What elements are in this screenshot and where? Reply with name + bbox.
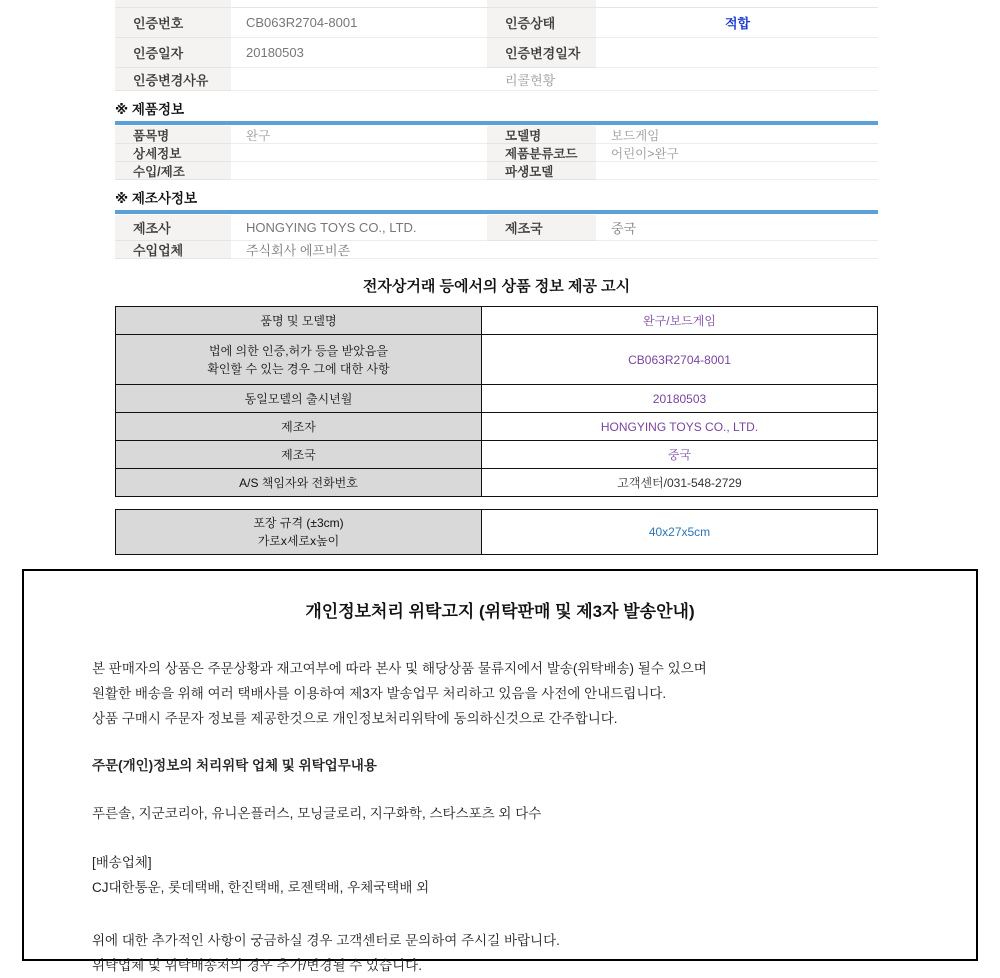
category-code-label: 제품분류코드 <box>487 144 597 162</box>
manufacturer-label: 제조사 <box>115 215 232 241</box>
cert-status-label: 인증상태 <box>487 8 597 38</box>
origin-country-label: 제조국 <box>487 215 597 241</box>
delivery-label: [배송업체] <box>92 855 152 870</box>
cert-number-label: 인증번호 <box>115 8 232 38</box>
cert-row-date <box>115 38 878 68</box>
cert-change-reason-value <box>232 68 487 91</box>
release-date-label: 동일모델의 출시년월 <box>116 385 482 412</box>
privacy-notice-intro <box>92 656 936 731</box>
origin-country-value: 중국 <box>597 215 878 241</box>
product-row-1 <box>115 126 878 144</box>
manufacturer-info-divider-bar <box>115 210 878 214</box>
disclosure-table <box>115 306 878 497</box>
footer-line-2: 위탁업체 및 위탁배송처의 경우 추가/변경될 수 있습니다. <box>92 958 422 973</box>
certification-table <box>115 0 878 91</box>
manufacturer-row-2 <box>115 241 878 259</box>
manufacturer-value: HONGYING TOYS CO., LTD. <box>232 215 487 241</box>
consignment-subheading: 주문(개인)정보의 처리위탁 업체 및 위탁업무내용 <box>92 758 377 773</box>
certification-law-label-line2: 확인할 수 있는 경우 그에 대한 사항 <box>207 361 390 376</box>
packaging-size-label <box>116 510 482 554</box>
model-name-label: 모델명 <box>487 126 597 144</box>
delivery-companies-block <box>92 850 936 900</box>
item-name-value: 완구 <box>232 126 487 144</box>
cert-clipped-label1 <box>115 0 232 8</box>
model-name-value: 보드게임 <box>597 126 878 144</box>
release-date-value: 20180503 <box>482 385 877 412</box>
cert-row-number <box>115 8 878 38</box>
country-value: 중국 <box>482 441 877 468</box>
recall-status-label: 리콜현황 <box>487 68 597 91</box>
cert-row-clipped <box>115 0 878 8</box>
cert-row-change-reason <box>115 68 878 91</box>
cert-clipped-value2 <box>597 0 878 8</box>
detail-info-label: 상세정보 <box>115 144 232 162</box>
certification-law-label <box>116 335 482 384</box>
cert-clipped-value1 <box>232 0 487 8</box>
as-contact-label: A/S 책임자와 전화번호 <box>116 469 482 496</box>
importer-value: 주식회사 에프비존 <box>232 241 878 259</box>
recall-status-value <box>597 68 878 91</box>
partner-companies: 푸른솔, 지군코리아, 유니온플러스, 모닝글로리, 지구화학, 스타스포츠 외 다수 <box>92 806 542 821</box>
cert-number-value: CB063R2704-8001 <box>232 8 487 38</box>
privacy-notice-heading: 개인정보처리 위탁고지 (위탁판매 및 제3자 발송안내) <box>305 602 695 621</box>
cert-date-label: 인증일자 <box>115 38 232 68</box>
importer-label: 수입업체 <box>115 241 232 259</box>
import-manufacture-label: 수입/제조 <box>115 162 232 180</box>
footer-line-1: 위에 대한 추가적인 사항이 궁금하실 경우 고객센터로 문의하여 주시길 바랍니다. <box>92 933 560 948</box>
disclosure-row-country <box>116 440 877 468</box>
product-info-divider-bar <box>115 121 878 125</box>
name-model-label: 품명 및 모델명 <box>116 307 482 334</box>
privacy-notice-box <box>22 569 978 973</box>
product-row-2 <box>115 144 878 162</box>
country-label: 제조국 <box>116 441 482 468</box>
maker-label: 제조자 <box>116 413 482 440</box>
as-contact-value: 고객센터/031-548-2729 <box>482 469 877 496</box>
intro-line-2: 원활한 배송을 위해 여러 택배사를 이용하여 제3자 발송업무 처리하고 있음을 사전에 안내드립니다. <box>92 686 667 701</box>
disclosure-row-release-date <box>116 384 877 412</box>
manufacturer-table <box>115 215 878 259</box>
disclosure-row-certification <box>116 334 877 384</box>
kc-certification-area <box>115 0 878 259</box>
manufacturer-row-1 <box>115 215 878 241</box>
product-info-table <box>115 126 878 180</box>
intro-line-3: 상품 구매시 주문자 정보를 제공한것으로 개인정보처리위탁에 동의하신것으로 간주합니다. <box>92 711 618 726</box>
delivery-companies: CJ대한통운, 롯데택배, 한진택배, 로젠택배, 우체국택배 외 <box>92 880 430 895</box>
disclosure-row-name-model <box>116 307 877 334</box>
item-name-label: 품목명 <box>115 126 232 144</box>
cert-status-value: 적합 <box>597 8 878 38</box>
cert-date-value: 20180503 <box>232 38 487 68</box>
packaging-row <box>116 510 877 554</box>
product-row-3 <box>115 162 878 180</box>
disclosure-title: 전자상거래 등에서의 상품 정보 제공 고시 <box>362 278 631 295</box>
packaging-table <box>115 509 878 555</box>
category-code-value: 어린이>완구 <box>597 144 878 162</box>
maker-value: HONGYING TOYS CO., LTD. <box>482 413 877 440</box>
packaging-size-label-line2: 가로x세로x높이 <box>257 534 340 548</box>
privacy-notice-footer <box>92 928 936 978</box>
disclosure-row-as-contact <box>116 468 877 496</box>
manufacturer-info-heading: ※ 제조사정보 <box>115 191 198 206</box>
derived-model-label: 파생모델 <box>487 162 597 180</box>
product-info-heading: ※ 제품정보 <box>115 102 185 117</box>
certification-law-label-line1: 법에 의한 인증,허가 등을 받았음을 <box>209 343 388 358</box>
cert-change-date-label: 인증변경일자 <box>487 38 597 68</box>
derived-model-value <box>597 162 878 180</box>
name-model-value: 완구/보드게임 <box>482 307 877 334</box>
cert-change-reason-label: 인증변경사유 <box>115 68 232 91</box>
intro-line-1: 본 판매자의 상품은 주문상황과 재고여부에 따라 본사 및 해당상품 물류지에서 발송(위탁배송) 될수 있으며 <box>92 661 707 676</box>
packaging-size-value: 40x27x5cm <box>482 510 877 554</box>
import-manufacture-value <box>232 162 487 180</box>
cert-clipped-label2 <box>487 0 597 8</box>
disclosure-row-maker <box>116 412 877 440</box>
cert-change-date-value <box>597 38 878 68</box>
certification-law-value: CB063R2704-8001 <box>482 335 877 384</box>
packaging-size-label-line1: 포장 규격 (±3cm) <box>253 516 344 530</box>
detail-info-value <box>232 144 487 162</box>
